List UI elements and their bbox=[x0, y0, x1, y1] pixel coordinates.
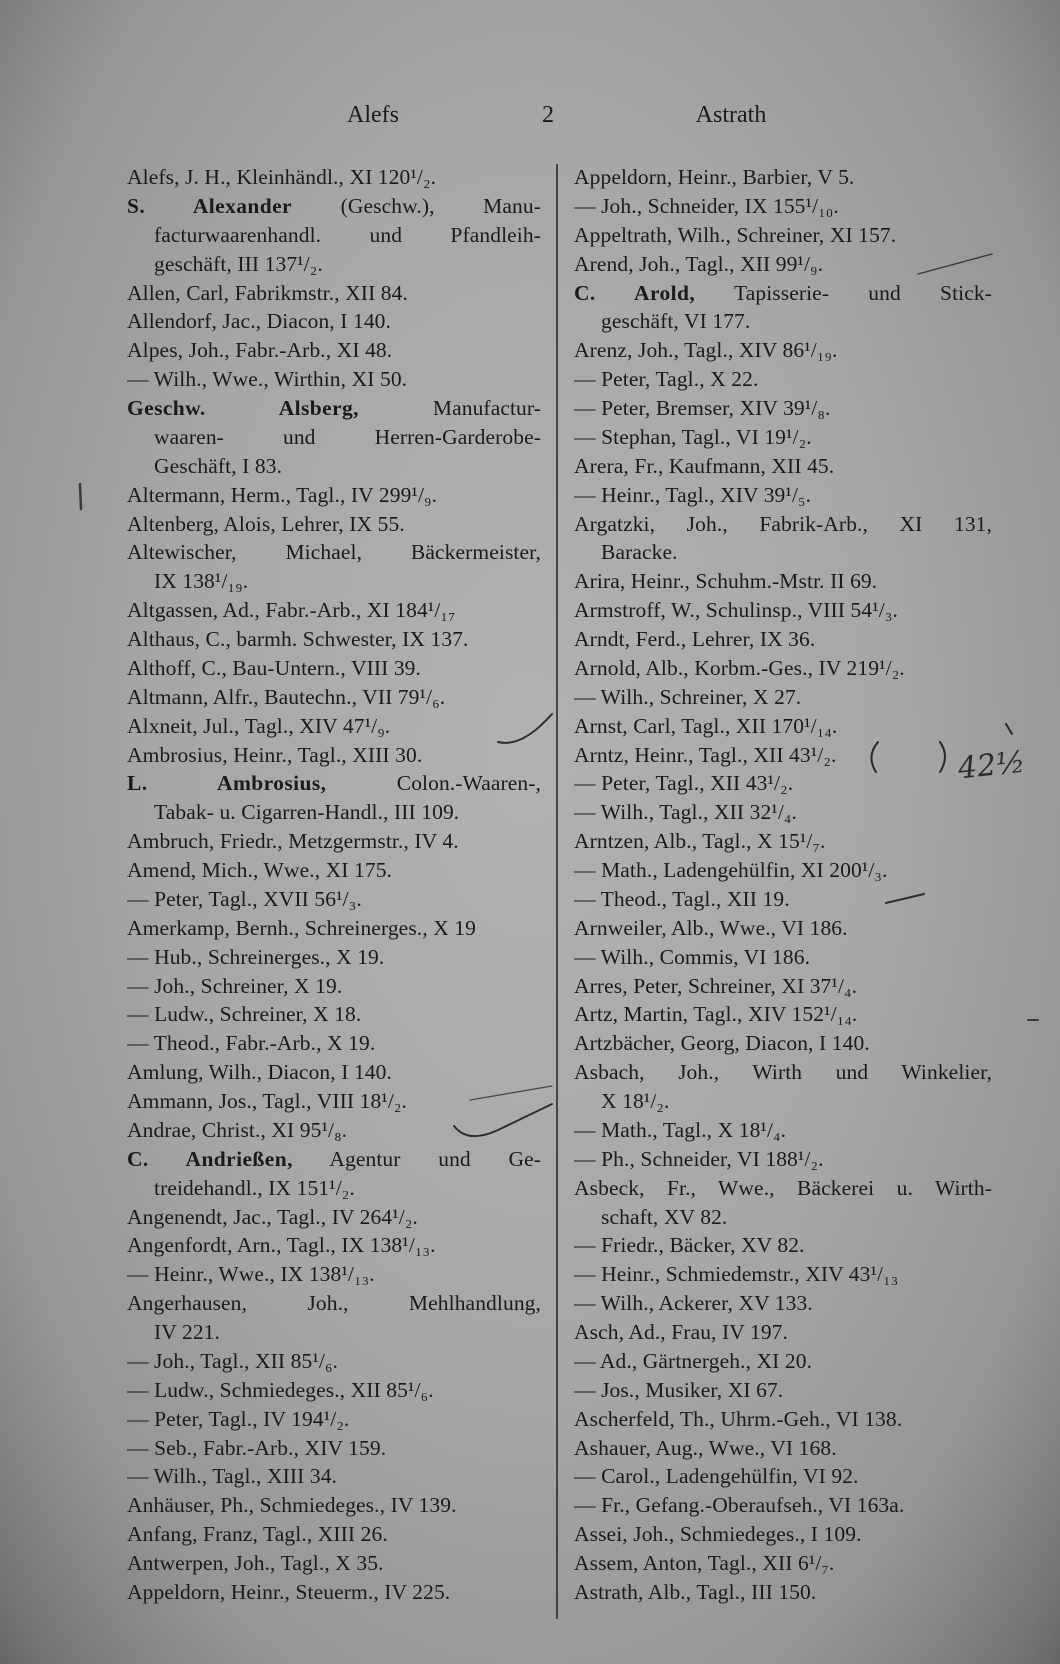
entry-text: Colon.-Waaren-, bbox=[326, 771, 541, 796]
entry-text: Arres, Peter, Schreiner, XI 37¹/₄. bbox=[574, 973, 858, 998]
directory-entry bbox=[574, 1520, 992, 1549]
entry-text: Anhäuser, Ph., Schmiedeges., IV 139. bbox=[127, 1493, 457, 1518]
handwritten-note: 42½ bbox=[956, 744, 1027, 787]
sub-entry bbox=[574, 365, 992, 394]
entry-text: Armstroff, W., Schulinsp., VIII 54¹/₃. bbox=[574, 598, 898, 623]
directory-entry bbox=[127, 1116, 541, 1145]
entry-line bbox=[127, 1260, 541, 1289]
entry-text: Manufactur- bbox=[358, 396, 541, 420]
entry-text: Arnst, Carl, Tagl., XII 170¹/₁₄. bbox=[574, 713, 838, 738]
entry-line bbox=[127, 510, 541, 539]
entry-line bbox=[574, 1058, 992, 1087]
running-head-left: Alefs bbox=[347, 102, 399, 128]
entry-text: — Peter, Tagl., XII 43¹/₂. bbox=[574, 771, 794, 796]
directory-entry bbox=[574, 1000, 992, 1029]
entry-text: — Wilh., Schreiner, X 27. bbox=[574, 684, 802, 709]
sub-entry bbox=[127, 1376, 541, 1405]
entry-text: Andrae, Christ., XI 95¹/₈. bbox=[127, 1117, 348, 1142]
entry-line bbox=[127, 538, 541, 567]
entry-continuation-line: facturwaarenhandl. und Pfandleih- bbox=[154, 222, 541, 247]
directory-entry bbox=[574, 1405, 992, 1434]
directory-entry bbox=[574, 510, 992, 568]
directory-entry bbox=[574, 741, 992, 770]
running-head-right: Astrath bbox=[695, 102, 767, 128]
entry-line bbox=[574, 885, 992, 914]
entry-text: Altgassen, Ad., Fabr.-Arb., XI 184¹/₁₇ bbox=[127, 598, 456, 623]
directory-entry bbox=[127, 856, 541, 885]
entry-text: — Peter, Bremser, XIV 39¹/₈. bbox=[574, 396, 831, 420]
entry-text: — Carol., Ladengehülfin, VI 92. bbox=[574, 1464, 859, 1489]
entry-line bbox=[574, 1145, 992, 1174]
entry-line bbox=[574, 394, 992, 423]
entry-text: Asch, Ad., Frau, IV 197. bbox=[574, 1320, 789, 1344]
directory-entry bbox=[127, 914, 541, 943]
entry-text: Arera, Fr., Kaufmann, XII 45. bbox=[574, 453, 835, 478]
directory-entry bbox=[574, 250, 992, 279]
directory-entry bbox=[574, 452, 992, 481]
entry-text: Agentur und Ge- bbox=[292, 1146, 541, 1171]
entry-continuation-line: Geschäft, I 83. bbox=[154, 453, 283, 478]
firm-entry bbox=[127, 192, 541, 279]
entry-text: — Theod., Tagl., XII 19. bbox=[574, 886, 790, 911]
sub-entry bbox=[574, 769, 992, 798]
entry-text: — Wilh., Tagl., XIII 34. bbox=[127, 1464, 338, 1489]
page-number: 2 bbox=[542, 102, 554, 128]
sub-entry bbox=[127, 885, 541, 914]
entry-text: Appeltrath, Wilh., Schreiner, XI 157. bbox=[574, 222, 897, 247]
entry-line bbox=[127, 827, 541, 856]
entry-text: Angenfordt, Arn., Tagl., IX 138¹/₁₃. bbox=[127, 1233, 436, 1258]
entry-line bbox=[127, 1578, 541, 1607]
directory-entry bbox=[574, 712, 992, 741]
sub-entry bbox=[127, 1434, 541, 1463]
right-column bbox=[574, 163, 992, 1607]
entry-line bbox=[127, 856, 541, 885]
entry-text: — Peter, Tagl., X 22. bbox=[574, 367, 759, 392]
entry-line bbox=[574, 683, 992, 712]
entry-text: Arntz, Heinr., Tagl., XII 43¹/₂. bbox=[574, 742, 837, 767]
entry-continuation-line: IX 138¹/₁₉. bbox=[154, 569, 249, 594]
entry-line bbox=[574, 1116, 992, 1145]
entry-line bbox=[127, 1347, 541, 1376]
entry-text: Asbach, Joh., Wirth und Winkelier, bbox=[574, 1060, 992, 1085]
entry-continuation-line: Tabak- u. Cigarren-Handl., III 109. bbox=[154, 800, 460, 825]
entry-text: Ashauer, Aug., Wwe., VI 168. bbox=[574, 1435, 837, 1460]
entry-text: Allendorf, Jac., Diacon, I 140. bbox=[127, 309, 392, 334]
entry-line bbox=[127, 307, 541, 336]
entry-text: Alxneit, Jul., Tagl., XIV 47¹/₉. bbox=[127, 713, 391, 738]
sub-entry bbox=[574, 192, 992, 221]
entry-line bbox=[574, 856, 992, 885]
entry-text: — Wilh., Commis, VI 186. bbox=[574, 944, 811, 969]
sub-entry bbox=[127, 1260, 541, 1289]
entry-line bbox=[574, 1462, 992, 1491]
directory-entry bbox=[574, 827, 992, 856]
directory-entry bbox=[127, 163, 541, 192]
entry-text: Anfang, Franz, Tagl., XIII 26. bbox=[127, 1522, 388, 1547]
entry-line bbox=[574, 798, 992, 827]
entry-text: Artzbächer, Georg, Diacon, I 140. bbox=[574, 1031, 870, 1056]
entry-line bbox=[127, 1116, 541, 1145]
entry-line bbox=[574, 943, 992, 972]
sub-entry bbox=[574, 1231, 992, 1260]
directory-entry bbox=[574, 163, 992, 192]
entry-line bbox=[127, 972, 541, 1001]
entry-text: Arend, Joh., Tagl., XII 99¹/₉. bbox=[574, 251, 824, 276]
entry-text: Alefs, J. H., Kleinhändl., XI 120¹/₂. bbox=[127, 165, 437, 189]
entry-text: Astrath, Alb., Tagl., III 150. bbox=[574, 1579, 817, 1604]
entry-text: Althoff, C., Bau-Untern., VIII 39. bbox=[127, 655, 422, 680]
entry-line bbox=[127, 769, 541, 798]
entry-line bbox=[127, 1145, 541, 1174]
entry-continuation-line: waaren- und Herren-Garderobe- bbox=[154, 424, 541, 449]
entry-line bbox=[574, 1347, 992, 1376]
directory-entry bbox=[127, 510, 541, 539]
entry-text: — Joh., Schneider, IX 155¹/₁₀. bbox=[574, 193, 839, 218]
entry-line bbox=[127, 625, 541, 654]
entry-text: Altewischer, Michael, Bäckermeister, bbox=[127, 540, 541, 565]
directory-entry bbox=[574, 1029, 992, 1058]
firm-name: Geschw. Alsberg, bbox=[127, 396, 359, 420]
directory-entry bbox=[574, 972, 992, 1001]
sub-entry bbox=[574, 1260, 992, 1289]
directory-entry bbox=[574, 596, 992, 625]
sub-entry bbox=[574, 1491, 992, 1520]
entry-line bbox=[574, 510, 992, 539]
firm-name: S. Alexander bbox=[127, 193, 293, 218]
entry-line bbox=[127, 1029, 541, 1058]
directory-entry bbox=[127, 827, 541, 856]
directory-entry bbox=[127, 1087, 541, 1116]
directory-entry bbox=[574, 1549, 992, 1578]
entry-line bbox=[127, 1203, 541, 1232]
directory-entry bbox=[127, 1203, 541, 1232]
entry-line bbox=[574, 1174, 992, 1203]
directory-entry bbox=[574, 221, 992, 250]
entry-continuation-line: geschäft, VI 177. bbox=[601, 309, 751, 334]
sub-entry bbox=[574, 1462, 992, 1491]
entry-continuation-line: IV 221. bbox=[154, 1320, 220, 1344]
entry-line bbox=[127, 654, 541, 683]
entry-line bbox=[574, 1578, 992, 1607]
firm-name: C. Arold, bbox=[574, 280, 696, 305]
sub-entry bbox=[574, 683, 992, 712]
entry-line bbox=[127, 163, 541, 192]
left-column bbox=[127, 163, 541, 1607]
entry-line bbox=[127, 683, 541, 712]
entry-text: — Wilh., Wwe., Wirthin, XI 50. bbox=[127, 367, 408, 392]
firm-entry bbox=[127, 394, 541, 481]
directory-entry bbox=[574, 1318, 992, 1347]
entry-text: Ambrosius, Heinr., Tagl., XIII 30. bbox=[127, 742, 423, 767]
entry-text: — Wilh., Tagl., XII 32¹/₄. bbox=[574, 800, 797, 825]
entry-line bbox=[574, 1520, 992, 1549]
directory-entry bbox=[127, 741, 541, 770]
sub-entry bbox=[574, 1347, 992, 1376]
firm-name: L. Ambrosius, bbox=[127, 771, 327, 796]
entry-text: — Theod., Fabr.-Arb., X 19. bbox=[127, 1031, 376, 1056]
accent-pencil bbox=[1006, 724, 1012, 734]
entry-line bbox=[574, 365, 992, 394]
directory-entry bbox=[127, 1549, 541, 1578]
entry-line bbox=[127, 192, 541, 221]
entry-text: Arnweiler, Alb., Wwe., VI 186. bbox=[574, 915, 848, 940]
entry-line bbox=[127, 885, 541, 914]
entry-line bbox=[574, 1000, 992, 1029]
entry-text: Althaus, C., barmh. Schwester, IX 137. bbox=[127, 627, 469, 651]
directory-entry bbox=[127, 336, 541, 365]
entry-line bbox=[574, 481, 992, 510]
entry-text: — Heinr., Wwe., IX 138¹/₁₃. bbox=[127, 1262, 375, 1287]
entry-text: Assei, Joh., Schmiedeges., I 109. bbox=[574, 1522, 862, 1547]
entry-line bbox=[127, 741, 541, 770]
directory-entry bbox=[127, 596, 541, 625]
entry-line bbox=[574, 1289, 992, 1318]
entry-text: — Jos., Musiker, XI 67. bbox=[574, 1377, 784, 1402]
entry-text: Assem, Anton, Tagl., XII 6¹/₇. bbox=[574, 1551, 835, 1575]
entry-text: Allen, Carl, Fabrikmstr., XII 84. bbox=[127, 280, 408, 305]
sub-entry bbox=[127, 1347, 541, 1376]
directory-entry bbox=[574, 1058, 992, 1116]
directory-entry bbox=[574, 625, 992, 654]
entry-line bbox=[574, 1260, 992, 1289]
entry-line bbox=[127, 1000, 541, 1029]
entry-line bbox=[574, 972, 992, 1001]
entry-continuation-line: X 18¹/₂. bbox=[601, 1089, 670, 1113]
entry-line bbox=[574, 336, 992, 365]
sub-entry bbox=[127, 1029, 541, 1058]
directory-entry bbox=[127, 1289, 541, 1347]
directory-entry bbox=[574, 914, 992, 943]
entry-text: — Stephan, Tagl., VI 19¹/₂. bbox=[574, 424, 812, 449]
entry-line bbox=[574, 1491, 992, 1520]
directory-entry bbox=[574, 654, 992, 683]
entry-text: — Ad., Gärtnergeh., XI 20. bbox=[574, 1348, 813, 1373]
directory-entry bbox=[127, 1058, 541, 1087]
entry-text: Angenendt, Jac., Tagl., IV 264¹/₂. bbox=[127, 1204, 418, 1229]
entry-text: — Joh., Tagl., XII 85¹/₆. bbox=[127, 1348, 339, 1373]
directory-entry bbox=[574, 567, 992, 596]
entry-line bbox=[127, 1289, 541, 1318]
directory-entry bbox=[574, 1174, 992, 1232]
entry-line bbox=[574, 914, 992, 943]
entry-text: Ambruch, Friedr., Metzgermstr., IV 4. bbox=[127, 829, 459, 854]
entry-text: — Math., Tagl., X 18¹/₄. bbox=[574, 1117, 787, 1142]
entry-line bbox=[574, 1231, 992, 1260]
sub-entry bbox=[574, 481, 992, 510]
directory-entry bbox=[127, 1231, 541, 1260]
entry-text: — Seb., Fabr.-Arb., XIV 159. bbox=[127, 1435, 387, 1460]
entry-line bbox=[127, 1376, 541, 1405]
entry-text: Tapisserie- und Stick- bbox=[695, 280, 992, 305]
entry-line bbox=[574, 712, 992, 741]
firm-entry bbox=[127, 1145, 541, 1203]
entry-line bbox=[127, 943, 541, 972]
entry-text: Amlung, Wilh., Diacon, I 140. bbox=[127, 1060, 392, 1085]
entry-text: — Peter, Tagl., XVII 56¹/₃. bbox=[127, 886, 362, 911]
entry-text: — Math., Ladengehülfin, XI 200¹/₃. bbox=[574, 858, 888, 882]
entry-continuation-line: treidehandl., IX 151¹/₂. bbox=[154, 1175, 355, 1200]
entry-line bbox=[574, 567, 992, 596]
entry-line bbox=[574, 769, 992, 798]
sub-entry bbox=[127, 1405, 541, 1434]
entry-line bbox=[127, 1405, 541, 1434]
entry-line bbox=[127, 279, 541, 308]
entry-text: Argatzki, Joh., Fabrik-Arb., XI 131, bbox=[574, 511, 992, 536]
sub-entry bbox=[127, 943, 541, 972]
entry-line bbox=[574, 1029, 992, 1058]
sub-entry bbox=[574, 394, 992, 423]
entry-text: Ascherfeld, Th., Uhrm.-Geh., VI 138. bbox=[574, 1406, 903, 1431]
sub-entry bbox=[574, 943, 992, 972]
sub-entry bbox=[574, 1376, 992, 1405]
sub-entry bbox=[574, 1145, 992, 1174]
sub-entry bbox=[127, 1000, 541, 1029]
entry-text: Altermann, Herm., Tagl., IV 299¹/₉. bbox=[127, 482, 438, 507]
entry-line bbox=[574, 741, 992, 770]
entry-line bbox=[127, 336, 541, 365]
sub-entry bbox=[127, 1462, 541, 1491]
entry-line bbox=[127, 1087, 541, 1116]
entry-continuation-line: Baracke. bbox=[601, 540, 678, 565]
entry-text: — Joh., Schreiner, X 19. bbox=[127, 973, 343, 998]
entry-line bbox=[127, 712, 541, 741]
firm-entry bbox=[127, 769, 541, 827]
entry-line bbox=[574, 221, 992, 250]
directory-entry bbox=[127, 1520, 541, 1549]
entry-line bbox=[574, 1405, 992, 1434]
entry-text: Alpes, Joh., Fabr.-Arb., XI 48. bbox=[127, 338, 393, 363]
entry-continuation-line: geschäft, III 137¹/₂. bbox=[154, 251, 323, 276]
entry-text: Amerkamp, Bernh., Schreinerges., X 19 bbox=[127, 915, 477, 940]
directory-entry bbox=[574, 336, 992, 365]
directory-entry bbox=[574, 1578, 992, 1607]
entry-line bbox=[574, 279, 992, 308]
entry-line bbox=[127, 1520, 541, 1549]
directory-entry bbox=[127, 481, 541, 510]
entry-text: — Ludw., Schreiner, X 18. bbox=[127, 1002, 362, 1027]
entry-text: — Ludw., Schmiedeges., XII 85¹/₆. bbox=[127, 1377, 434, 1402]
entry-line bbox=[127, 596, 541, 625]
sub-entry bbox=[574, 856, 992, 885]
directory-entry bbox=[127, 307, 541, 336]
entry-line bbox=[574, 452, 992, 481]
entry-line bbox=[574, 250, 992, 279]
sub-entry bbox=[574, 798, 992, 827]
directory-entry bbox=[127, 712, 541, 741]
entry-line bbox=[127, 1058, 541, 1087]
entry-text: — Heinr., Schmiedemstr., XIV 43¹/₁₃ bbox=[574, 1262, 899, 1287]
entry-text: — Wilh., Ackerer, XV 133. bbox=[574, 1291, 813, 1316]
entry-text: — Fr., Gefang.-Oberaufseh., VI 163a. bbox=[574, 1493, 905, 1518]
firm-name: C. Andrießen, bbox=[127, 1146, 293, 1171]
entry-line bbox=[127, 1549, 541, 1578]
entry-line bbox=[574, 596, 992, 625]
entry-line bbox=[127, 1231, 541, 1260]
entry-text: Asbeck, Fr., Wwe., Bäckerei u. Wirth- bbox=[574, 1175, 992, 1200]
entry-line bbox=[574, 827, 992, 856]
directory-entry bbox=[127, 654, 541, 683]
entry-line bbox=[574, 1434, 992, 1463]
directory-entry bbox=[127, 625, 541, 654]
sub-entry bbox=[574, 1116, 992, 1145]
entry-text: Arntzen, Alb., Tagl., X 15¹/₇. bbox=[574, 829, 826, 854]
directory-entry bbox=[127, 538, 541, 596]
margin-dash-mark bbox=[80, 484, 81, 509]
directory-entry bbox=[127, 279, 541, 308]
directory-entry bbox=[127, 1491, 541, 1520]
entry-line bbox=[127, 394, 541, 423]
sub-entry bbox=[574, 885, 992, 914]
entry-line bbox=[127, 1462, 541, 1491]
column-divider bbox=[556, 164, 558, 1619]
entry-text: — Ph., Schneider, VI 188¹/₂. bbox=[574, 1146, 824, 1171]
entry-line bbox=[127, 1491, 541, 1520]
entry-text: — Hub., Schreinerges., X 19. bbox=[127, 944, 385, 969]
entry-line bbox=[574, 163, 992, 192]
entry-line bbox=[574, 654, 992, 683]
sub-entry bbox=[127, 365, 541, 394]
entry-text: Arndt, Ferd., Lehrer, IX 36. bbox=[574, 627, 816, 651]
entry-text: — Heinr., Tagl., XIV 39¹/₅. bbox=[574, 482, 812, 507]
entry-continuation-line: schaft, XV 82. bbox=[601, 1204, 728, 1229]
directory-entry bbox=[574, 1434, 992, 1463]
entry-line bbox=[574, 1318, 992, 1347]
firm-entry bbox=[574, 279, 992, 337]
entry-text: — Peter, Tagl., IV 194¹/₂. bbox=[127, 1406, 350, 1431]
sub-entry bbox=[574, 423, 992, 452]
sub-entry bbox=[127, 972, 541, 1001]
entry-text: — Friedr., Bäcker, XV 82. bbox=[574, 1233, 805, 1258]
entry-line bbox=[127, 1434, 541, 1463]
sub-entry bbox=[574, 1289, 992, 1318]
entry-text: Altenberg, Alois, Lehrer, IX 55. bbox=[127, 511, 405, 536]
entry-text: Angerhausen, Joh., Mehlhandlung, bbox=[127, 1291, 541, 1316]
entry-line bbox=[574, 1376, 992, 1405]
entry-text: Altmann, Alfr., Bautechn., VII 79¹/₆. bbox=[127, 684, 446, 709]
entry-line bbox=[127, 365, 541, 394]
directory-entry bbox=[127, 1578, 541, 1607]
entry-line bbox=[127, 481, 541, 510]
entry-text: Amend, Mich., Wwe., XI 175. bbox=[127, 858, 393, 882]
directory-entry bbox=[127, 683, 541, 712]
entry-line bbox=[574, 423, 992, 452]
entry-text: Appeldorn, Heinr., Barbier, V 5. bbox=[574, 165, 855, 189]
entry-line bbox=[127, 914, 541, 943]
entry-text: Ammann, Jos., Tagl., VIII 18¹/₂. bbox=[127, 1089, 407, 1113]
entry-text: Artz, Martin, Tagl., XIV 152¹/₁₄. bbox=[574, 1002, 858, 1027]
entry-text: Antwerpen, Joh., Tagl., X 35. bbox=[127, 1551, 384, 1575]
entry-line bbox=[574, 1549, 992, 1578]
entry-line bbox=[574, 625, 992, 654]
entry-text: Arnold, Alb., Korbm.-Ges., IV 219¹/₂. bbox=[574, 655, 905, 680]
entry-text: Arira, Heinr., Schuhm.-Mstr. II 69. bbox=[574, 569, 878, 594]
entry-text: Appeldorn, Heinr., Steuerm., IV 225. bbox=[127, 1579, 451, 1604]
entry-line bbox=[574, 192, 992, 221]
entry-text: (Geschw.), Manu- bbox=[292, 193, 541, 218]
entry-text: Arenz, Joh., Tagl., XIV 86¹/₁₉. bbox=[574, 338, 838, 363]
